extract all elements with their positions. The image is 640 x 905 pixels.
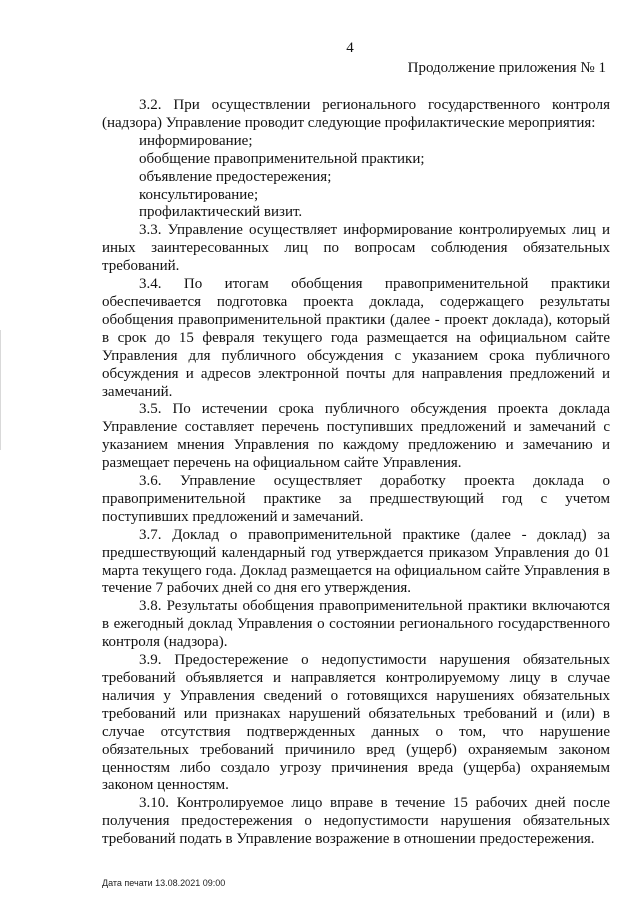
list-item: обобщение правоприменительной практики; bbox=[139, 150, 425, 167]
paragraph-3-8: 3.8. Результаты обобщения правоприменительной практики включаются в ежегодный доклад Управления о состоянии регионального государственного контроля (надзора). bbox=[102, 598, 610, 651]
paragraph-3-2: 3.2. При осуществлении регионального государственного контроля (надзора) Управление проводит следующие профилактические мероприятия: bbox=[102, 97, 610, 131]
list-item: объявление предостережения; bbox=[139, 168, 332, 185]
paragraph-3-4: 3.4. По итогам обобщения правоприменительной практики обеспечивается подготовка проекта доклада, содержащего результаты обобщения правоприменительной практики (далее - проект доклада), который в срок до 15 февраля текущего года размещается на официальном сайте Управления для публичного обсуждения с указанием срока публичного обсуждения и адресов электронной почты для направления предложений и замечаний. bbox=[102, 276, 610, 400]
scan-edge-mark bbox=[0, 330, 1, 450]
paragraph-3-7: 3.7. Доклад о правоприменительной практике (далее - доклад) за предшествующий календарный год утверждается приказом Управления до 01 марта текущего года. Доклад размещается на официальном сайте Управления в течение 7 рабочих дней со дня его утверждения. bbox=[102, 526, 610, 597]
paragraph-3-5: 3.5. По истечении срока публичного обсуждения проекта доклада Управление составляет перечень поступивших предложений и замечаний с указанием мнения Управления по каждому предложению и замечанию и размещает перечень на официальном сайте Управления. bbox=[102, 401, 610, 472]
list-item: консультирование; bbox=[139, 186, 259, 203]
appendix-continuation-header: Продолжение приложения № 1 bbox=[407, 60, 606, 76]
list-item: профилактический визит. bbox=[139, 204, 303, 221]
paragraph-3-10: 3.10. Контролируемое лицо вправе в течение 15 рабочих дней после получения предостережения о недопустимости нарушения обязательных требований подать в Управление возражение в отношении предостережения. bbox=[102, 795, 610, 848]
paragraph-3-3: 3.3. Управление осуществляет информирование контролируемых лиц и иных заинтересованных лиц по вопросам соблюдения обязательных требований. bbox=[102, 222, 610, 275]
paragraph-3-9: 3.9. Предостережение о недопустимости нарушения обязательных требований объявляется и направляется контролируемому лицу в случае наличия у Управления сведений о готовящихся нарушениях обязательных требований или признаках нарушений обязательных требований и (или) в случае отсутствия подтвержденных данных о том, что нарушение обязательных требований причинило вред (ущерб) охраняемым законом ценностям либо создало угрозу причинения вреда (ущерба) охраняемым законом ценностям. bbox=[102, 652, 610, 794]
list-item: информирование; bbox=[139, 132, 253, 149]
page-number: 4 bbox=[346, 40, 354, 56]
document-body bbox=[102, 97, 610, 849]
paragraph-3-6: 3.6. Управление осуществляет доработку проекта доклада о правоприменительной практике за предшествующий год с учетом поступивших предложений и замечаний. bbox=[102, 473, 610, 525]
print-date-footer: Дата печати 13.08.2021 09:00 bbox=[102, 878, 226, 888]
